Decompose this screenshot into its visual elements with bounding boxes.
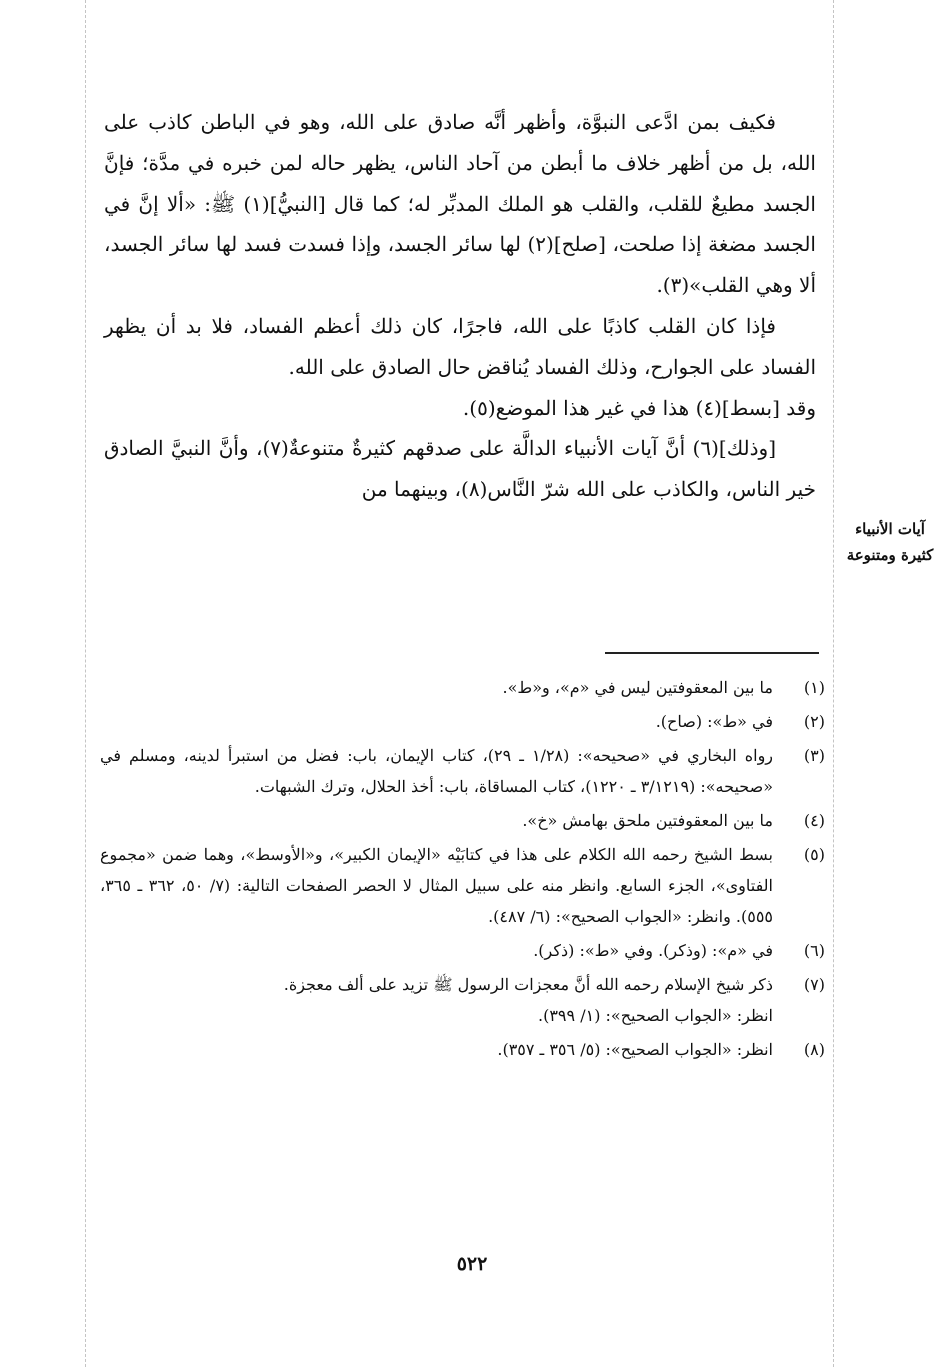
paragraph-2: فإذا كان القلب كاذبًا على الله، فاجرًا، كان ذلك أعظم الفساد، فلا بد أن يظهر الفساد على الجوارح، وذلك الفساد يُناقض حال الصادق على الله. (104, 313, 816, 379)
footnote-text: ذكر شيخ الإسلام رحمه الله أنَّ معجزات الرسول ﷺ تزيد على ألف معجزة. (283, 975, 773, 994)
margin-note-line-2: كثيرة ومتنوعة (846, 546, 934, 564)
right-guide-line (833, 0, 834, 1367)
footnote (100, 839, 825, 932)
margin-note-line-1: آيات الأنبياء (855, 520, 925, 538)
footnote-text: بسط الشيخ رحمه الله الكلام على هذا في كتابَيْه «الإيمان الكبير»، و«الأوسط»، وهما ضمن «مجموع الفتاوى»، الجزء السابع. وانظر منه على سبيل المثال لا الحصر الصفحات التالية: (٧/ ٥٠، ٣٦٢ ـ ٣٦٥، ٥٥٥). وانظر: «الجواب الصحيح»: (٦/ ٤٨٧). (100, 845, 774, 926)
margin-note (838, 516, 942, 568)
paragraph-1: فكيف بمن ادَّعى النبوَّة، وأظهر أنَّه صادق على الله، وهو في الباطن كاذب على الله، بل من أظهر خلاف ما أبطن من آحاد الناس، يظهر حاله لمن خبره في مدَّة؛ فإنَّ الجسد مطيعٌ للقلب، والقلب هو الملك المدبِّر له؛ كما قال [النبيُّ](١) ﷺ: «ألا إنَّ في الجسد مضغة إذا صلحت، [صلح](٢) لها سائر الجسد، وإذا فسدت فسد لها سائر الجسد، ألا وهي القلب»(٣). (104, 110, 816, 298)
footnote (100, 740, 825, 802)
footnote-number: (٤) (803, 811, 825, 830)
footnote-number: (٥) (803, 845, 825, 864)
footnote-number: (٦) (803, 941, 825, 960)
page-number: ٥٢٢ (456, 1253, 488, 1275)
footnote (100, 935, 825, 966)
main-text (104, 102, 816, 510)
footnotes (100, 672, 825, 1068)
footnote-text-continued: انظر: «الجواب الصحيح»: (١/ ٣٩٩). (538, 1006, 773, 1025)
footnote-number: (١) (803, 678, 825, 697)
footnote-separator (605, 652, 819, 654)
footnote-text: في «ط»: (صاح). (655, 712, 773, 731)
paragraph-3: وقد [بسط](٤) هذا في غير هذا الموضع(٥). (462, 395, 816, 420)
footnote (100, 672, 825, 703)
footnote-text: ما بين المعقوفتين ملحق بهامش «خ». (522, 811, 773, 830)
footnote-number: (٣) (803, 746, 825, 765)
footnote (100, 1034, 825, 1065)
footnote (100, 969, 825, 1031)
footnote-text-block (100, 969, 773, 1031)
footnote-number: (٨) (803, 1040, 825, 1059)
footnote (100, 706, 825, 737)
footnote-text: رواه البخاري في «صحيحه»: (١/٢٨ ـ ٢٩)، كتاب الإيمان، باب: فضل من استبرأ لدينه، ومسلم في «صحيحه»: (٣/١٢١٩ ـ ١٢٢٠)، كتاب المساقاة، باب: أخذ الحلال، وترك الشبهات. (100, 746, 774, 796)
footnote-number: (٧) (803, 975, 825, 994)
footnote (100, 805, 825, 836)
footnote-number: (٢) (803, 712, 825, 731)
footnote-text: انظر: «الجواب الصحيح»: (٥/ ٣٥٦ ـ ٣٥٧). (497, 1040, 773, 1059)
paragraph-4: [وذلك](٦) أنَّ آيات الأنبياء الدالَّة على صدقهم كثيرةٌ متنوعةٌ(٧)، وأنَّ النبيَّ الصادق خير الناس، والكاذب على الله شرّ النَّاس(٨)، وبينهما من (104, 436, 816, 502)
left-guide-line (85, 0, 86, 1367)
footnote-text: في «م»: (وذكر). وفي «ط»: (ذكر). (533, 941, 773, 960)
footnote-text: ما بين المعقوفتين ليس في «م»، و«ط». (502, 678, 773, 697)
